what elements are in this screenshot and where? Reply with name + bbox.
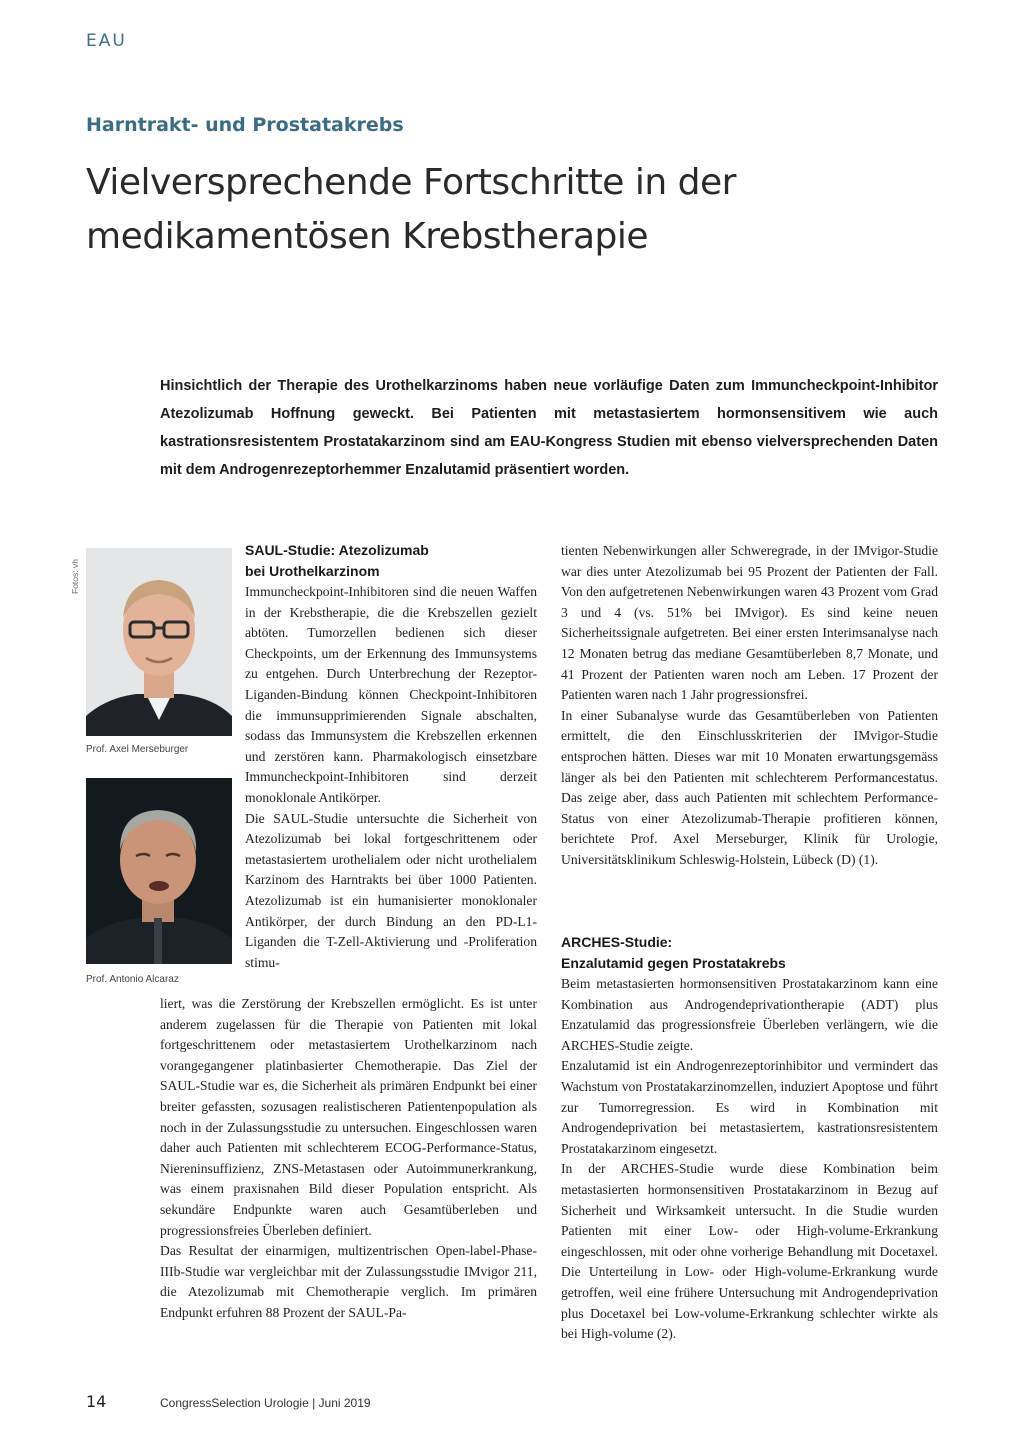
article-title	[86, 156, 936, 264]
article-lead: Hinsichtlich der Therapie des Urothelkarzinoms haben neue vorläufige Daten zum Immuncheckpoint-Inhibitor Atezolizumab Hoffnung geweckt. Bei Patienten mit metastasiertem hormonsensitivem wie auch kastrationsresistentem Prostatakarzinom sind am EAU-Kongress Studien mit ebenso vielversprechenden Daten mit dem Androgenrezeptorhemmer Enzalutamid präsentiert worden.	[160, 378, 938, 478]
saul-heading-line-1: SAUL-Studie: Atezolizumab	[245, 542, 429, 558]
portrait-photo-merseburger	[86, 548, 232, 736]
arches-paragraph-1: Beim metastasierten hormonsensitiven Prostatakarzinom kann eine Kombination aus Androgendeprivationtherapie (ADT) plus Enzatulamid das progressionsfreie Überleben verlängern, wie die ARCHES-Studie zeigte.	[561, 976, 938, 1053]
arches-heading	[561, 932, 939, 974]
right-paragraph-1: tienten Nebenwirkungen aller Schweregrade, in der IMvigor-Studie war dies unter Atezolizumab bei 95 Prozent der Patienten der Fall. Von den aufgetretenen Nebenwirkungen waren 43 Prozent vom Grad 3 und 4 (vs. 51% bei IMvigor). Es sind keine neuen Sicherheitssignale aufgetreten. Bei einer ersten Interimsanalyse nach 12 Monaten betrug das mediane Gesamtüberleben 8,7 Monate, und 41 Prozent der Patienten waren noch am Leben. 17 Prozent der Patienten waren nach 1 Jahr progressionsfrei.	[561, 543, 938, 703]
arches-heading-line-1: ARCHES-Studie:	[561, 934, 673, 950]
saul-column-upper	[245, 582, 537, 973]
publication-footer: CongressSelection Urologie | Juni 2019	[160, 1396, 371, 1410]
saul-paragraph-2b: liert, was die Zerstörung der Krebszellen ermöglicht. Es ist unter anderem zugelassen für die Therapie von Patienten mit lokal fortgeschrittenem oder metastasiertem Urothelkarzinom nach vorangegangener platinbasierter Chemotherapie. Das Ziel der SAUL-Studie war es, die Sicherheit als primären Endpunkt bei einer breiter gefassten, sozusagen realistischeren Patientenpopulation als noch in der Zulassungsstudie zu untersuchen. Eingeschlossen waren daher auch Patienten mit schlechterem ECOG-Performance-Status, Niereninsuffizienz, ZNS-Metastasen oder Autoimmunerkrankung, was einem praxisnahen Bild dieser Population entspricht. Als sekundäre Endpunkte waren auch Gesamtüberleben und progressionsfreies Überleben definiert.	[160, 996, 537, 1238]
right-paragraph-2: In einer Subanalyse wurde das Gesamtüberleben von Patienten ermittelt, die den Einschlusskriterien der IMvigor-Studie entsprochen hätten. Dieses war mit 10 Monaten erwartungsgemäss länger als bei den Patienten mit schlechterem Performancestatus. Das zeige aber, dass auch Patienten mit schlechtem Performance-Status von einer Atezolizumab-Therapie profitieren können, berichtete Prof. Axel Merseburger, Klinik für Urologie, Universitätsklinikum Schleswig-Holstein, Lübeck (D) (1).	[561, 707, 938, 867]
article-title-line-2: medikamentösen Krebstherapie	[86, 216, 648, 257]
section-tag: EAU	[86, 31, 127, 51]
saul-column-lower	[160, 994, 537, 1324]
article-kicker: Harntrakt- und Prostatakrebs	[86, 114, 404, 136]
saul-heading	[245, 540, 535, 582]
saul-paragraph-1: Immuncheckpoint-Inhibitoren sind die neuen Waffen in der Krebstherapie, die die Krebszellen gezielt abtöten. Tumorzellen bedienen sich dieser Checkpoints, um der Erkennung des Immunsystems zu entgehen. Durch Unterbrechung der Rezeptor-Liganden-Bindung können Checkpoint-Inhibitoren die immunsupprimierenden Signale abschalten, sodass das Immunsystem die Krebszellen erkennen und zerstören kann. Pharmakologisch einsetzbare Immuncheckpoint-Inhibitoren sind derzeit monoklonale Antikörper.	[245, 584, 537, 805]
arches-paragraph-2: Enzalutamid ist ein Androgenrezeptorinhibitor und vermindert das Wachstum von Prostatakarzinomzellen, induziert Apoptose und führt zur Tumorregression. Es wird in Kombination mit Androgendeprivation bei metastasiertem, kastrationsresistentem Prostatakarzinom eingesetzt.	[561, 1058, 938, 1156]
saul-heading-line-2: bei Urothelkarzinom	[245, 563, 380, 579]
portrait-photo-alcaraz	[86, 778, 232, 964]
saul-paragraph-2a: Die SAUL-Studie untersuchte die Sicherheit von Atezolizumab bei lokal fortgeschrittenem oder metastasiertem urothelialem oder nicht urothelialem Karzinom des Harntrakts bei über 1000 Patienten. Atezolizumab ist ein humanisierter monoklonaler Antikörper, der durch Bindung an den PD-L1-Liganden die T-Zell-Aktivierung und -Proliferation stimu-	[245, 810, 537, 970]
arches-heading-line-2: Enzalutamid gegen Prostatakrebs	[561, 955, 786, 971]
arches-column	[561, 974, 938, 1345]
photo-caption-1: Prof. Axel Merseburger	[86, 744, 189, 755]
photo-credit: Fotos: vh	[70, 559, 80, 594]
photo-caption-2: Prof. Antonio Alcaraz	[86, 974, 179, 985]
article-title-line-1: Vielversprechende Fortschritte in der	[86, 162, 736, 203]
saul-paragraph-3: Das Resultat der einarmigen, multizentrischen Open-label-Phase-IIIb-Studie war vergleichbar mit der Zulassungsstudie IMvigor 211, die Atezolizumab mit Chemotherapie verglich. Im primären Endpunkt erfuhren 88 Prozent der SAUL-Pa-	[160, 1243, 537, 1320]
arches-paragraph-3: In der ARCHES-Studie wurde diese Kombination beim metastasierten hormonsensitiven Prostatakarzinom in Bezug auf Sicherheit und Wirksamkeit untersucht. In die Studie wurden Patienten mit einer Low- oder High-volume-Erkrankung eingeschlossen, mit oder ohne vorherige Behandlung mit Docetaxel. Die Unterteilung in Low- oder High-volume-Erkrankung wurde getroffen, weil eine frühere Untersuchung mit Androgendeprivation plus Docetaxel bei Low-volume-Erkrankung schlechter wirkte als bei High-volume (2).	[561, 1161, 938, 1342]
page-number: 14	[86, 1392, 107, 1411]
right-column-upper	[561, 541, 938, 871]
